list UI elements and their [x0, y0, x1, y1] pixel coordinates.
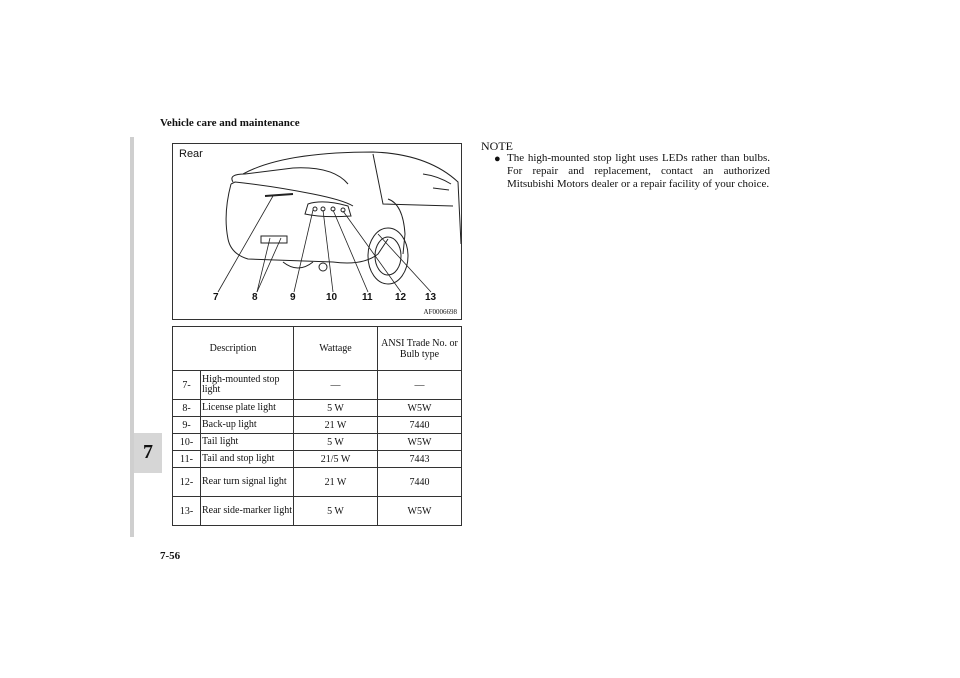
- row-wattage: 5 W: [294, 497, 378, 526]
- row-bulb: 7443: [378, 451, 462, 468]
- section-header: Vehicle care and maintenance: [160, 117, 300, 129]
- callout-12: 12: [395, 292, 407, 303]
- row-wattage: —: [294, 371, 378, 400]
- row-wattage: 21/5 W: [294, 451, 378, 468]
- figure-label: Rear: [179, 148, 203, 160]
- row-description: Rear side-marker light: [201, 497, 294, 526]
- rear-lights-figure: [172, 143, 462, 320]
- note-text: The high-mounted stop light uses LEDs rather than bulbs. For repair and replacement, contact an authorized Mitsubishi Motors dealer or a repair facility of your choice.: [507, 152, 770, 190]
- row-description: Tail and stop light: [201, 451, 294, 468]
- page-number: 7-56: [160, 550, 181, 562]
- table-header-row: [173, 327, 462, 371]
- chapter-tab-bar: [130, 137, 134, 537]
- table-row: [173, 451, 462, 468]
- row-bulb: W5W: [378, 400, 462, 417]
- header-wattage: Wattage: [294, 327, 378, 371]
- table-row: [173, 497, 462, 526]
- callout-13: 13: [425, 292, 437, 303]
- row-wattage: 5 W: [294, 400, 378, 417]
- table-row: [173, 417, 462, 434]
- row-bulb: 7440: [378, 417, 462, 434]
- header-bulb-type: ANSI Trade No. or Bulb type: [378, 327, 462, 371]
- row-bulb: 7440: [378, 468, 462, 497]
- row-description: High-mounted stop light: [201, 371, 294, 400]
- row-number: 10-: [173, 434, 201, 451]
- row-wattage: 5 W: [294, 434, 378, 451]
- row-description: Tail light: [201, 434, 294, 451]
- bulb-table: [172, 326, 462, 526]
- callout-7: 7: [213, 292, 219, 303]
- row-number: 12-: [173, 468, 201, 497]
- chapter-number: 7: [143, 441, 153, 463]
- table-row: [173, 434, 462, 451]
- row-number: 9-: [173, 417, 201, 434]
- header-description: Description: [173, 327, 294, 371]
- callout-9: 9: [290, 292, 296, 303]
- table-row: [173, 371, 462, 400]
- row-description: License plate light: [201, 400, 294, 417]
- row-wattage: 21 W: [294, 468, 378, 497]
- callout-10: 10: [326, 292, 338, 303]
- note-label: NOTE: [481, 139, 513, 153]
- row-description: Rear turn signal light: [201, 468, 294, 497]
- row-bulb: —: [378, 371, 462, 400]
- row-bulb: W5W: [378, 497, 462, 526]
- row-number: 11-: [173, 451, 201, 468]
- row-number: 13-: [173, 497, 201, 526]
- figure-code: AF0006698: [423, 308, 457, 316]
- callout-8: 8: [252, 292, 258, 303]
- row-description: Back-up light: [201, 417, 294, 434]
- table-row: [173, 468, 462, 497]
- table-row: [173, 400, 462, 417]
- row-bulb: W5W: [378, 434, 462, 451]
- row-number: 7-: [173, 371, 201, 400]
- callout-11: 11: [362, 292, 373, 303]
- bullet-icon: ●: [494, 153, 501, 165]
- row-number: 8-: [173, 400, 201, 417]
- row-wattage: 21 W: [294, 417, 378, 434]
